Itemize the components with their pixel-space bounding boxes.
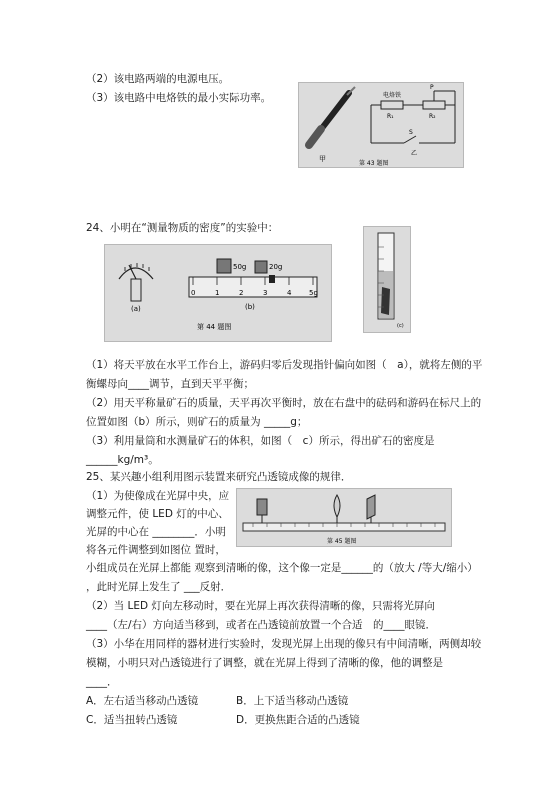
fig-a-label: (a) [131,305,141,313]
tick-label-2: 2 [239,289,244,297]
tick-label-3: 3 [263,289,268,297]
label-r1: R₁ [387,113,394,120]
tick-label-1: 1 [215,289,220,297]
label-p: P [430,84,434,91]
label-s: S [409,129,413,136]
tick-label-4: 4 [287,289,292,297]
q24-part2-line2: 位置如图（b）所示，则矿石的质量为 _____g； [86,416,308,428]
q25-part2-line1: （2）当 LED 灯向左移动时，要在光屏上再次获得清晰的像，只需将光屏向 [86,600,435,612]
beam-scale [189,277,317,297]
label-jia: 甲 [319,155,326,163]
optical-bench-figure [237,489,451,546]
weight-20g [255,261,282,273]
soldering-iron-image [309,87,355,145]
fig-c-label: (c) [397,323,404,329]
q25-part3-line3: ____． [86,676,118,688]
balance-dial [119,263,153,301]
ore-stone [381,287,390,315]
figure-45-caption: 第 45 题图 [327,538,357,545]
q24-heading: 24、小明在“测量物质的密度”的实验中： [86,222,279,234]
q25-part2-line2: ____（左/右）方向适当移到，或者在凸透镜前放置一个合适 的____眼镜． [86,619,437,631]
q24-part3-line2: ______kg/m³。 [86,454,159,466]
q25-part1-line5: 小组成员在光屏上都能 观察到清晰的像，这个像一定是______的（放大 /等大/缩小） [86,562,478,574]
optical-bench [243,523,445,531]
option-c: C．适当扭转凸透镜 [86,714,178,726]
svg-text:50g: 50g [233,263,247,271]
label-r2: R₂ [429,113,436,120]
figure-45 [236,488,452,547]
q25-part1-line1: （1）为使像成在光屏中央，应 [86,490,230,502]
q23-part3: （3）该电路中电烙铁的最小实际功率。 [86,92,272,104]
q25-part3-line2: 模糊，小明只对凸透镜进行了调整，就在光屏上得到了清晰的像，他的调整是 [86,657,443,669]
tick-label-5: 5g [309,289,318,297]
q24-part2-line1: （2）用天平称量矿石的质量，天平再次平衡时，放在右盘中的砝码和游码在标尺上的 [86,397,482,409]
option-b: B．上下适当移动凸透镜 [236,695,349,707]
svg-text:20g: 20g [269,263,283,271]
q24-part1-line2: 衡螺母向____调节，直到天平平衡； [86,378,254,390]
figure-43-caption: 第 43 题图 [359,160,389,167]
figure-44-caption: 第 44 题图 [197,323,232,331]
figure-44c-cylinder [363,226,411,333]
figure-43 [298,82,464,168]
led-light [257,499,267,523]
option-a: A．左右适当移动凸透镜 [86,695,199,707]
balance-figure [105,245,331,341]
q24-part1-line1: （1）将天平放在水平工作台上，游码归零后发现指针偏向如图（ a），就将左侧的平 [86,359,483,371]
cylinder-figure [364,227,410,332]
q25-heading: 25、某兴趣小组利用图示装置来研究凸透镜成像的规律． [86,471,352,483]
fig-b-label: (b) [245,303,255,311]
q25-part3-line1: （3）小华在用同样的器材进行实验时，发现光屏上出现的像只有中间清晰，两侧却较 [86,638,482,650]
rider [269,275,275,283]
option-d: D．更换焦距合适的凸透镜 [236,714,360,726]
tick-label-0: 0 [191,289,196,297]
circuit-figure [299,83,463,167]
label-coil: 电烙铁 [383,92,402,99]
figure-44 [104,244,332,342]
q23-part2: （2）该电路两端的电源电压。 [86,73,230,85]
q25-part1-line6: ，此时光屏上发生了 ___反射． [86,581,232,593]
q24-part3-line1: （3）利用量筒和水测量矿石的体积，如图（ c）所示，得出矿石的密度是 [86,435,435,447]
q25-part1-line3: 光屏的中心在 ________．小明 [86,526,226,538]
convex-lens [334,495,340,523]
q25-part1-line2: 调整元件，使 LED 灯的中心、 [86,508,229,520]
light-screen [367,495,375,523]
label-yi: 乙 [411,150,418,157]
q25-part1-line4: 将各元件调整到如图位 置时， [86,544,226,556]
weight-50g [217,259,246,273]
